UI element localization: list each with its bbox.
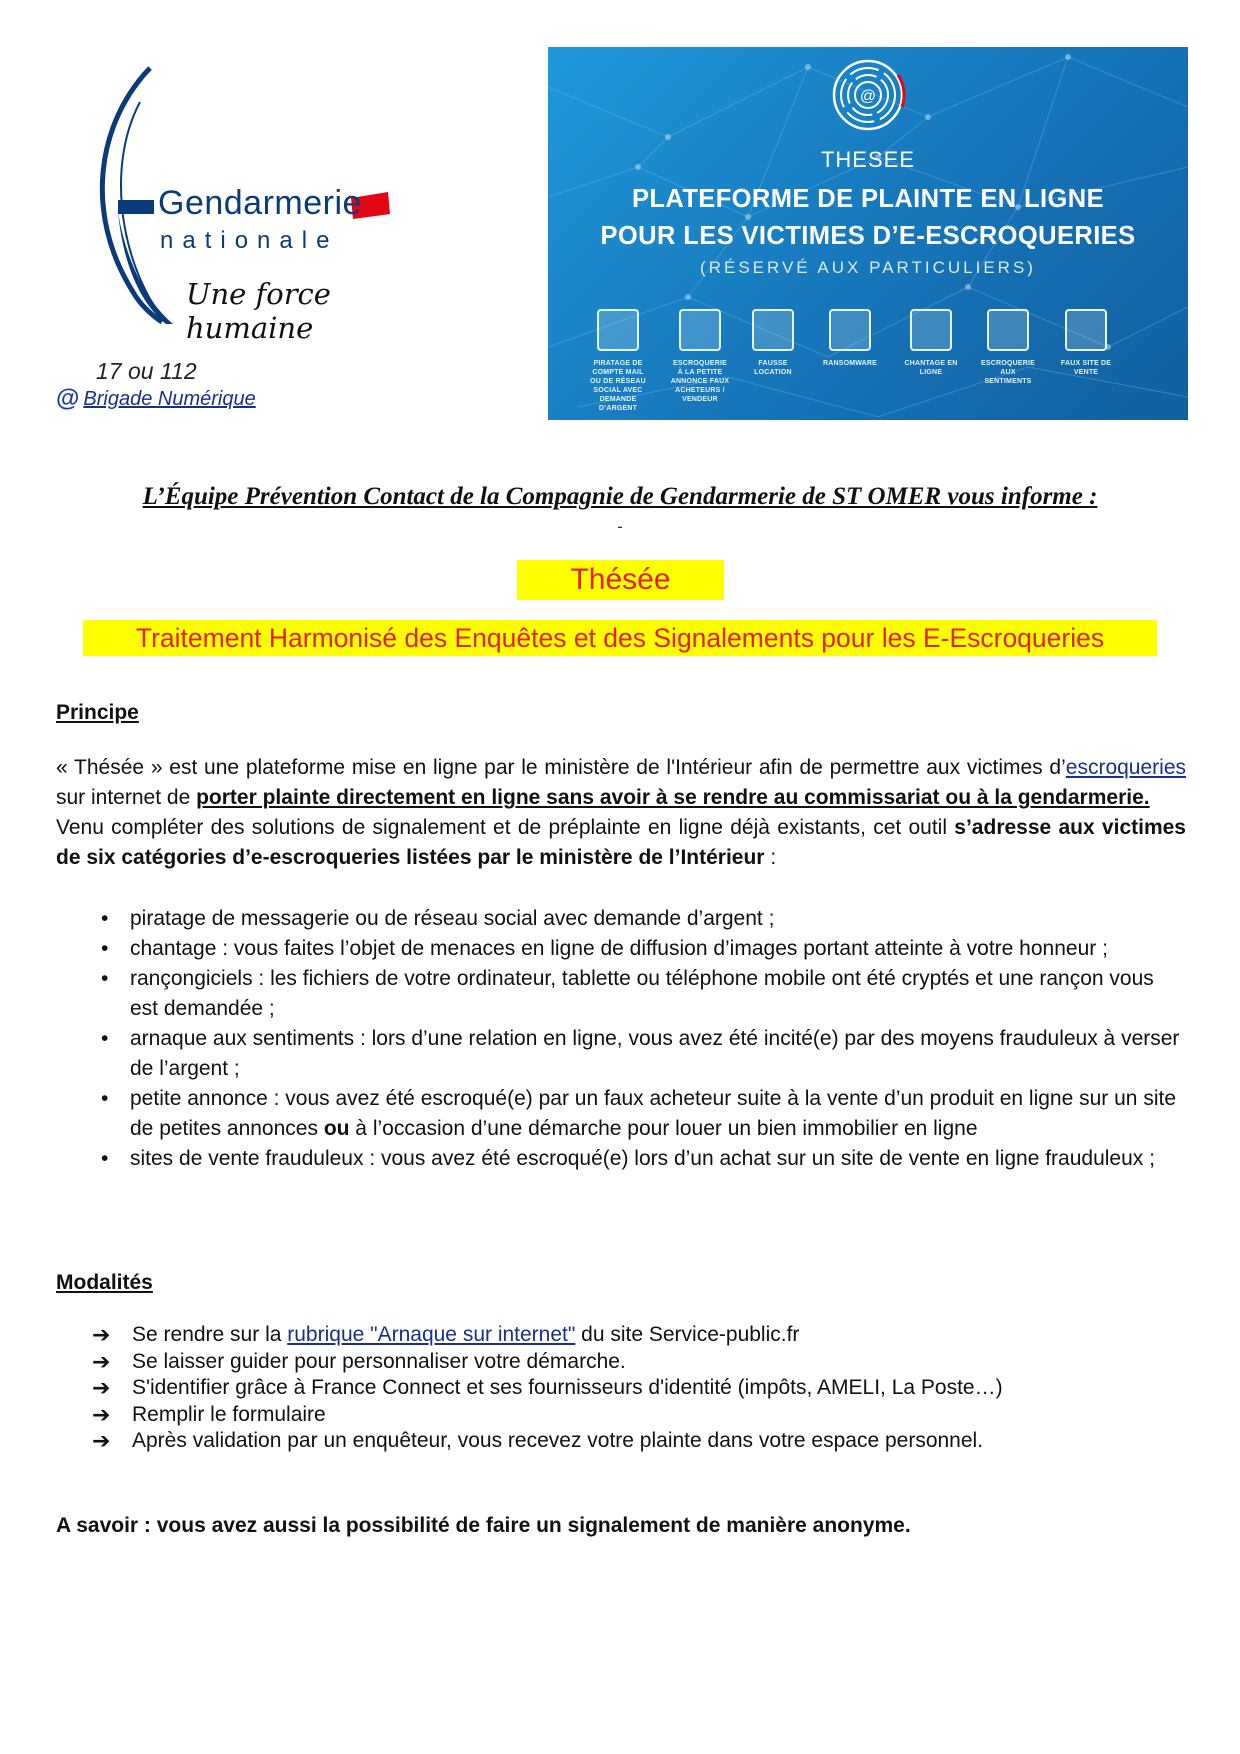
scam-categories-list [56,904,1186,1174]
banner-icon-romance-scam: ESCROQUERIE AUX SENTIMENTS [978,309,1038,386]
classified-ad-icon [679,309,721,351]
bullet-icon: • [101,1147,109,1170]
page-title: Thésée [517,560,724,600]
logo-tagline: Une force humaine [186,277,331,345]
escroqueries-link[interactable]: escroqueries [1065,756,1186,779]
thesee-fingerprint-icon [834,61,904,129]
blackmail-icon [910,309,952,351]
brigade-numerique-contact[interactable] [56,385,256,413]
page-subtitle: L’Équipe Prévention Contact de la Compagnie de Gendarmerie de ST OMER vous informe : [142,483,1098,510]
list-item: ➔ S'identifier grâce à France Connect et ses fournisseurs d'identité (impôts, AMELI, La Poste…) [92,1375,1003,1400]
intro-paragraph-2: Venu compléter des solutions de signalement et de préplainte en ligne déjà existants, cet outil s’adresse aux victimes de six catégories d’e-escroqueries listées par le ministère de l’Intérieur : [56,816,1186,869]
banner-icon-blackmail: CHANTAGE EN LIGNE [901,309,961,377]
arrow-right-icon: ➔ [92,1401,111,1427]
bullet-icon: • [101,1087,109,1110]
banner-headline-2: POUR LES VICTIMES D’E-ESCROQUERIES [600,222,1136,250]
list-item: • piratage de messagerie ou de réseau social avec demande d’argent ; [56,904,1186,934]
svg-text:@: @ [859,88,877,105]
gendarmerie-logo [78,62,408,345]
principe-heading: Principe [56,701,139,724]
bullet-icon: • [101,907,109,930]
arrow-right-icon: ➔ [92,1428,111,1453]
list-item: • chantage : vous faites l’objet de menaces en ligne de diffusion d’images portant atteinte à votre honneur ; [56,934,1186,964]
principe-intro [56,753,1186,873]
house-icon [752,309,794,351]
list-item: ➔ Après validation par un enquêteur, vous recevez votre plainte dans votre espace personnel. [92,1428,984,1453]
banner-icon-classified-ad: ESCROQUERIE À LA PETITE ANNONCE FAUX ACHETEURS / VENDEUR [670,309,730,404]
bullet-icon: • [101,937,109,960]
arrow-right-icon: ➔ [92,1322,111,1347]
heart-screen-icon [987,309,1029,351]
banner-brand: THESEE [820,147,916,172]
list-item: ➔ Se laisser guider pour personnaliser votre démarche. [92,1348,626,1374]
brigade-numerique-link[interactable]: Brigade Numérique [83,387,256,410]
banner-icon-fake-site: FAUX SITE DE VENTE [1056,309,1116,377]
logo-subname: nationale [160,227,339,254]
list-item: • sites de vente frauduleux : vous avez été escroqué(e) lors d’un achat sur un site de vente en ligne frauduleux ; [56,1144,1186,1174]
a-savoir-note: A savoir : vous avez aussi la possibilité de faire un signalement de manière anonyme. [56,1514,911,1537]
list-item: • rançongiciels : les fichiers de votre ordinateur, tablette ou téléphone mobile ont été cryptés et une rançon vous est demandée ; [56,964,1186,1024]
list-item: ➔ Se rendre sur la rubrique "Arnaque sur internet" du site Service-public.fr [92,1322,800,1347]
arrow-right-icon: ➔ [92,1375,111,1400]
banner-headline-3: (RÉSERVÉ AUX PARTICULIERS) [700,258,1036,277]
banner-headline-1: PLATEFORME DE PLAINTE EN LIGNE [632,185,1104,213]
acronym-title: Traitement Harmonisé des Enquêtes et des Signalements pour les E-Escroqueries [83,620,1157,656]
logo-name: Gendarmerie [158,184,362,222]
intro-paragraph-1: « Thésée » est une plateforme mise en ligne par le ministère de l'Intérieur afin de permettre aux victimes d’escroqueries sur internet de porter plainte directement en ligne sans avoir à se rendre au commissariat ou à la gendarmerie. [56,756,1186,809]
list-item: ➔ Remplir le formulaire [92,1401,326,1427]
modalites-heading: Modalités [56,1271,153,1294]
bullet-icon: • [101,1027,109,1050]
separator-dash: - [617,517,623,536]
arnaque-internet-link[interactable]: rubrique "Arnaque sur internet" [287,1323,576,1346]
mail-hack-icon [597,309,639,351]
list-item: • arnaque aux sentiments : lors d’une relation en ligne, vous avez été incité(e) par des moyens frauduleux à verser de l’argent ; [56,1024,1186,1084]
fake-site-icon [1065,309,1107,351]
bullet-icon: • [101,967,109,990]
banner-icon-ransomware: RANSOMWARE [820,309,880,368]
ransomware-icon [829,309,871,351]
at-icon: @ [56,385,80,412]
thesee-banner [548,47,1188,420]
modalites-steps-list [92,1322,1003,1455]
banner-icon-fake-rental: FAUSSE LOCATION [743,309,803,377]
arrow-right-icon: ➔ [92,1348,111,1374]
emergency-numbers: 17 ou 112 [96,358,197,384]
list-item: • petite annonce : vous avez été escroqué(e) par un faux acheteur suite à la vente d’un produit en ligne sur un site de petites annonces ou à l’occasion d’une démarche pour louer un bien immobilier en ligne [56,1084,1186,1144]
banner-icon-mail-hack: PIRATAGE DE COMPTE MAIL OU DE RÉSEAU SOCIAL AVEC DEMANDE D’ARGENT [588,309,648,413]
